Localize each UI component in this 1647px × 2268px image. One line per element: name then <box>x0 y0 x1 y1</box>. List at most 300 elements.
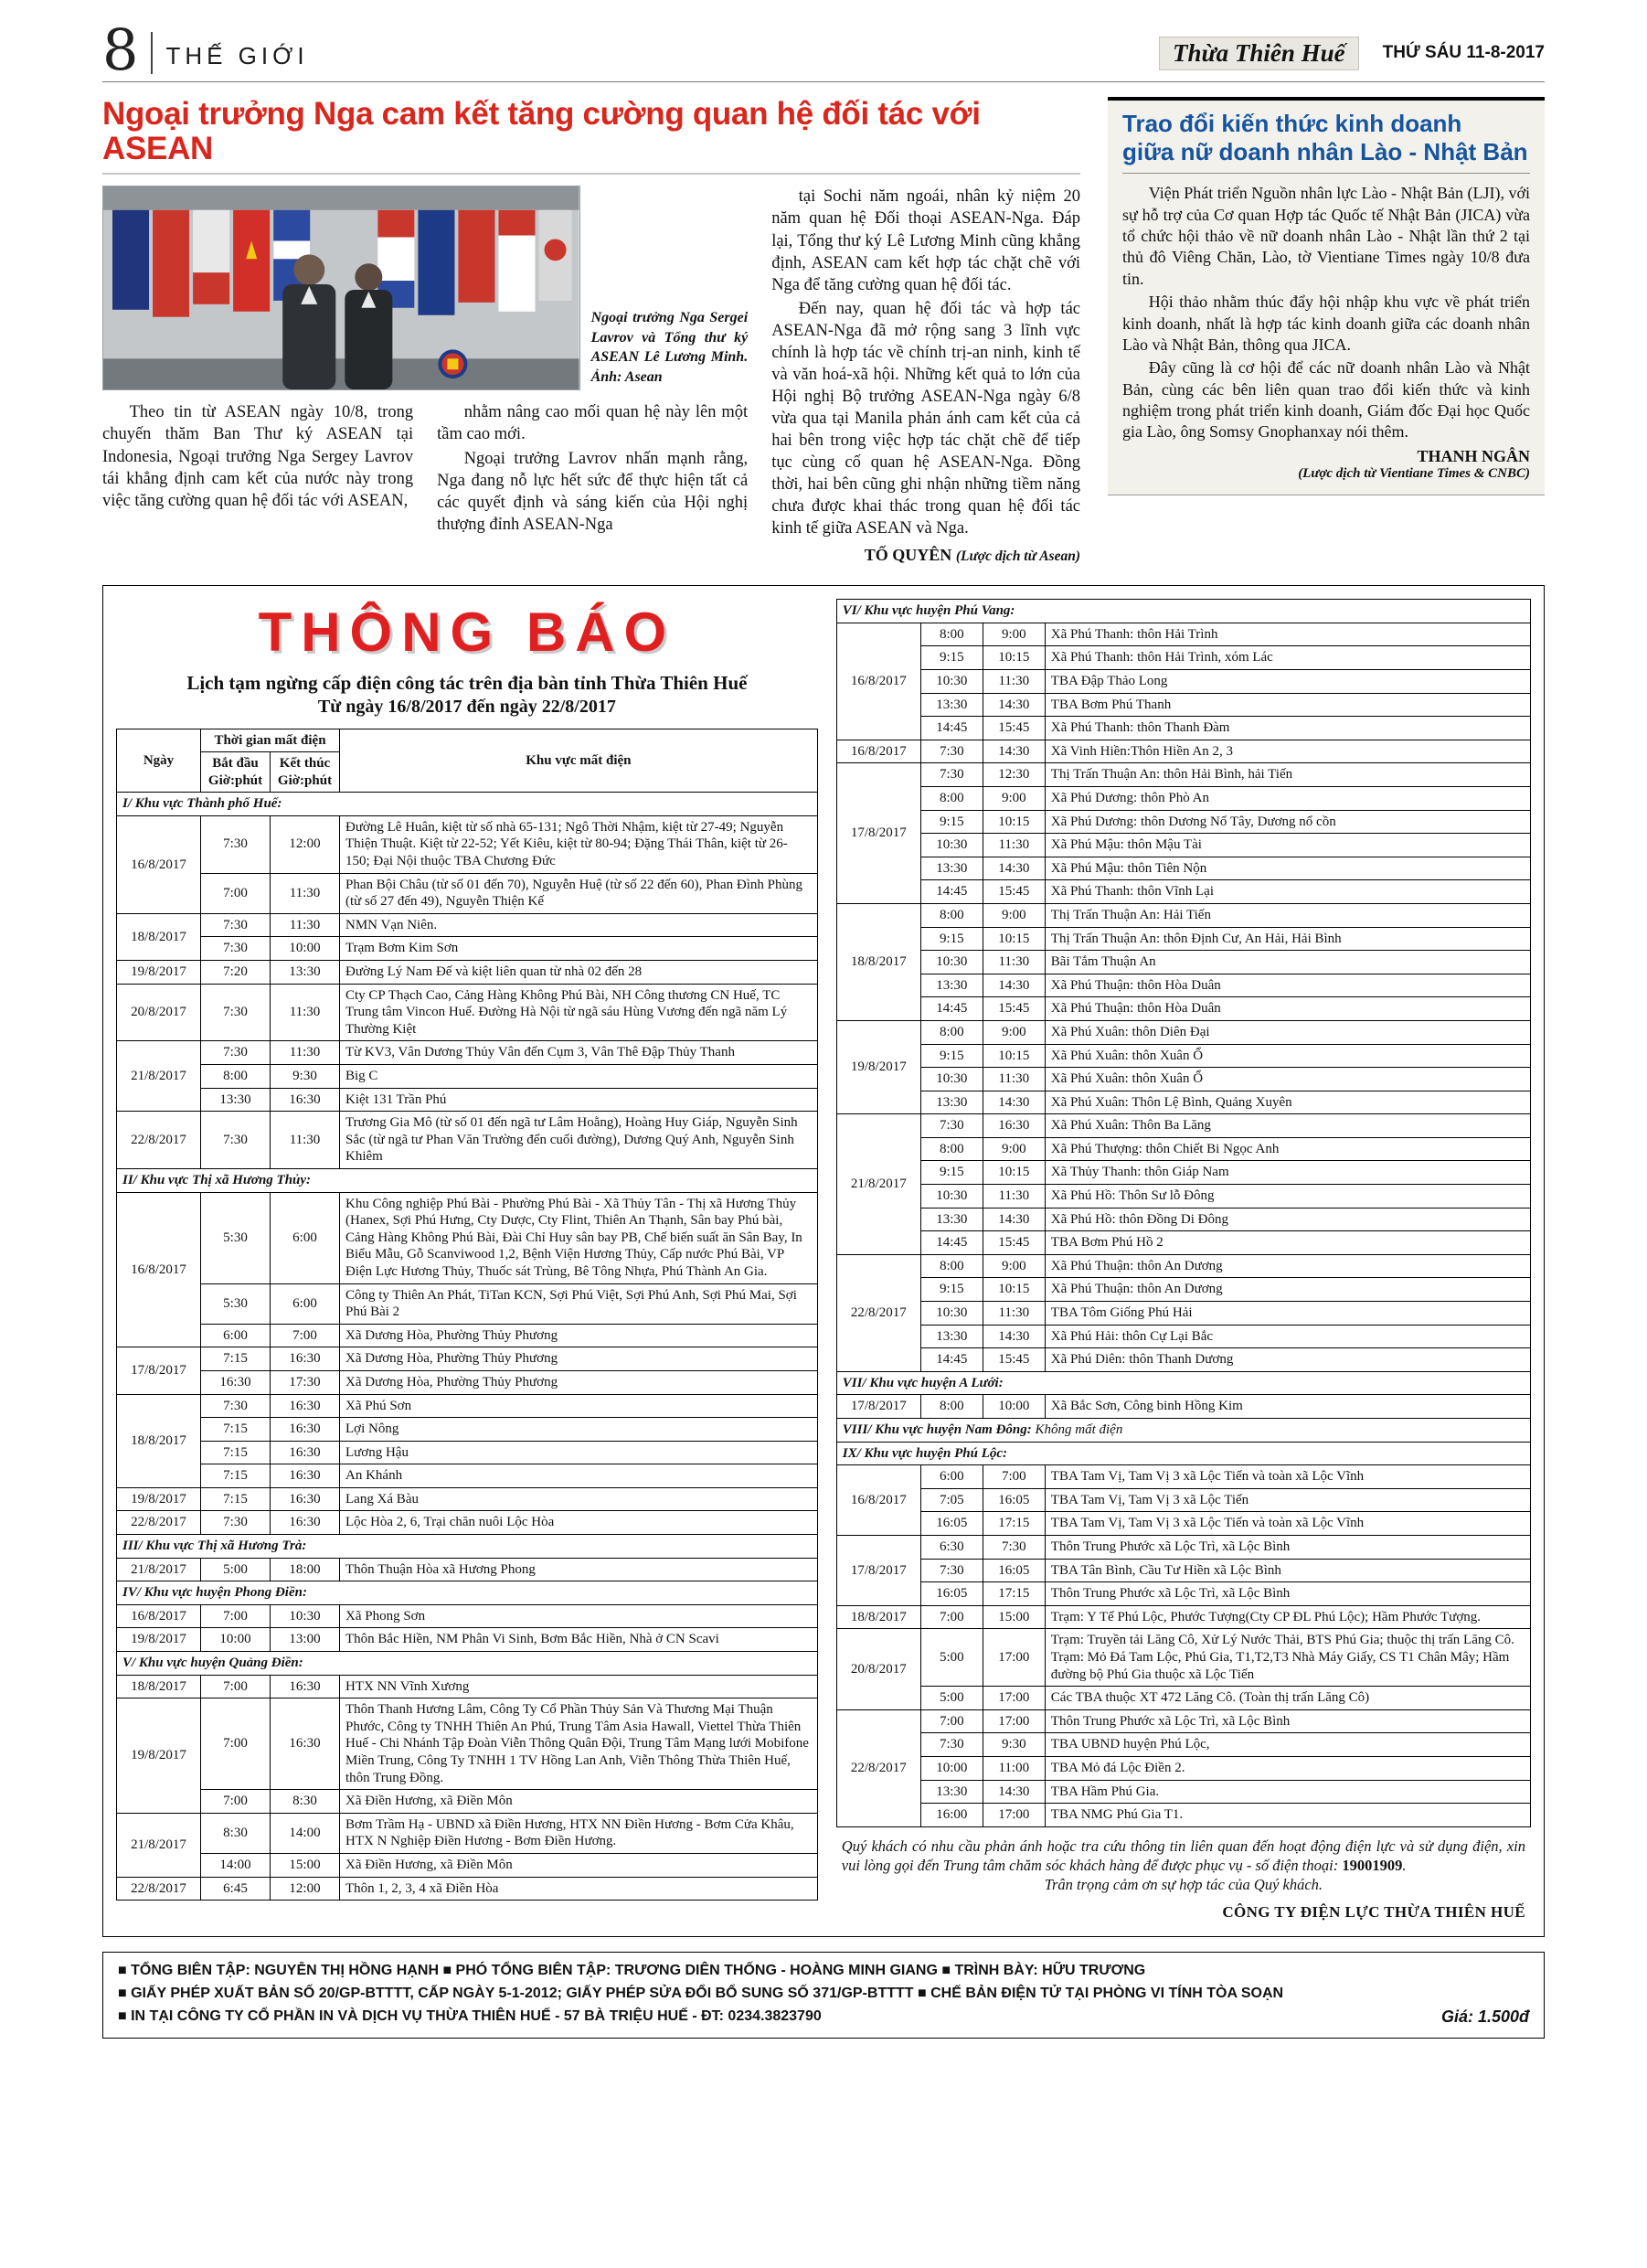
area-cell: Xã Dương Hòa, Phường Thủy Phương <box>340 1324 818 1347</box>
schedule-table-left <box>116 729 818 1901</box>
schedule-row <box>117 961 818 985</box>
area-cell: Thôn Bắc Hiền, NM Phân Vi Sinh, Bơm Bắc Hiền, Nhà ở CN Scavi <box>340 1628 818 1652</box>
footer-line-2: ■ GIẤY PHÉP XUẤT BẢN SỐ 20/GP-BTTTT, CẤP NGÀY 5-1-2012; GIẤY PHÉP SỬA ĐỔI BỔ SUNG SỐ 371/GP-BTTTT ■ CHẾ BẢN ĐIỆN TỬ TẠI PHÒNG VI TÍNH TÒA SOẠN <box>118 1986 1284 2002</box>
article-column-1 <box>102 401 413 537</box>
end-time-cell: 9:00 <box>983 1137 1045 1161</box>
footer-line-3: ■ IN TẠI CÔNG TY CỔ PHẦN IN VÀ DỊCH VỤ THỪA THIÊN HUẾ - 57 BÀ TRIỆU HUẾ - ĐT: 0234.3823790 <box>118 2007 822 2024</box>
schedule-row <box>836 1780 1530 1804</box>
schedule-row <box>836 740 1530 763</box>
start-time-cell: 9:15 <box>920 810 983 834</box>
start-time-cell: 6:45 <box>201 1877 271 1901</box>
end-time-cell: 15:00 <box>983 1605 1045 1629</box>
section-title-cell <box>836 1371 1530 1395</box>
end-time-cell: 16:30 <box>271 1418 340 1442</box>
end-time-cell: 11:30 <box>983 1068 1045 1091</box>
end-time-cell: 14:30 <box>983 693 1045 717</box>
date-cell: 17/8/2017 <box>836 1535 920 1605</box>
end-time-cell: 11:30 <box>271 984 340 1041</box>
notice-title: THÔNG BÁO <box>258 602 676 664</box>
area-cell: Xã Phú Diên: thôn Thanh Dương <box>1045 1348 1530 1372</box>
date-cell: 20/8/2017 <box>117 984 201 1041</box>
area-cell: Thôn Trung Phước xã Lộc Trì, xã Lộc Bình <box>1045 1709 1530 1733</box>
section-title: III/ Khu vực Thị xã Hương Trà: <box>122 1539 307 1554</box>
start-time-cell: 14:45 <box>920 880 983 904</box>
col-header-start <box>201 752 271 793</box>
area-cell: NMN Vạn Niên. <box>340 913 818 937</box>
area-cell: Thôn Trung Phước xã Lộc Trì, xã Lộc Bình <box>1045 1535 1530 1559</box>
area-cell: Xã Phú Mậu: thôn Tiên Nộn <box>1045 857 1530 880</box>
end-time-cell: 10:00 <box>983 1395 1045 1419</box>
end-time-cell: 11:30 <box>983 1302 1045 1326</box>
masthead: Thừa Thiên Huế <box>1159 37 1359 70</box>
end-time-cell: 16:05 <box>983 1559 1045 1582</box>
area-cell: TBA UBND huyện Phú Lộc, <box>1045 1733 1530 1757</box>
date-cell: 21/8/2017 <box>117 1558 201 1581</box>
end-time-cell: 9:00 <box>983 623 1045 646</box>
start-time-cell: 6:00 <box>920 1465 983 1489</box>
start-time-cell: 10:30 <box>920 834 983 857</box>
end-time-cell: 17:15 <box>983 1582 1045 1606</box>
schedule-row <box>836 810 1530 834</box>
area-cell: Xã Dương Hòa, Phường Thủy Phương <box>340 1370 818 1394</box>
schedule-table-header <box>117 729 818 793</box>
end-time-cell: 16:05 <box>983 1488 1045 1512</box>
schedule-row <box>836 1185 1530 1209</box>
start-time-cell: 9:15 <box>920 1044 983 1068</box>
schedule-row <box>836 1605 1530 1629</box>
area-cell: Lang Xá Bàu <box>340 1487 818 1511</box>
schedule-table-left-body <box>117 793 818 1901</box>
date-cell: 22/8/2017 <box>117 1511 201 1535</box>
schedule-row <box>836 646 1530 670</box>
main-article-left <box>102 186 748 567</box>
article-paragraph: Theo tin từ ASEAN ngày 10/8, trong chuyến thăm Ban Thư ký ASEAN tại Indonesia, Ngoại trưởng Nga Sergey Lavrov tái khẳng định cam kết của nước này trong việc tăng cường quan hệ đối tác với ASEAN, <box>102 403 414 510</box>
schedule-row <box>836 1687 1530 1710</box>
area-cell: Thị Trấn Thuận An: thôn Định Cư, An Hải, Hải Bình <box>1045 927 1530 951</box>
start-time-cell: 7:00 <box>920 1709 983 1733</box>
schedule-row <box>117 1675 818 1698</box>
schedule-row <box>117 1370 818 1394</box>
start-time-cell: 7:30 <box>201 1511 271 1535</box>
end-time-cell: 11:00 <box>983 1756 1045 1780</box>
area-cell: Xã Phú Mậu: thôn Mậu Tài <box>1045 834 1530 857</box>
start-time-cell: 8:00 <box>920 1395 983 1419</box>
footer-line-1: ■ TỔNG BIÊN TẬP: NGUYỄN THỊ HỒNG HẠNH ■ PHÓ TỔNG BIÊN TẬP: TRƯƠNG DIÊN THỐNG - HOÀNG MINH GIANG ■ TRÌNH BÀY: HỮU TRƯƠNG <box>118 1963 1146 1979</box>
end-time-cell: 10:15 <box>983 927 1045 951</box>
schedule-table-right <box>836 599 1531 1826</box>
area-cell: Thôn Thuận Hòa xã Hương Phong <box>340 1558 818 1581</box>
unit-label: Giờ:phút <box>277 772 333 788</box>
schedule-row <box>117 937 818 961</box>
area-cell: Xã Điền Hương, xã Điền Môn <box>340 1853 818 1877</box>
start-time-cell: 14:45 <box>920 1231 983 1255</box>
issue-date: THỨ SÁU 11-8-2017 <box>1382 43 1545 63</box>
photo-row <box>102 186 748 390</box>
start-time-cell: 8:30 <box>201 1813 271 1853</box>
date-cell: 22/8/2017 <box>836 1709 920 1826</box>
end-time-cell: 14:00 <box>271 1813 340 1853</box>
area-cell: TBA NMG Phú Gia T1. <box>1045 1804 1530 1827</box>
schedule-row <box>836 1709 1530 1733</box>
end-time-cell: 10:00 <box>271 937 340 961</box>
area-cell: Bơm Trầm Hạ - UBND xã Điền Hương, HTX NN Điền Hương - Bơm Cửa Khâu, HTX N Nghiệp Điền Hương - Bơm Điền Hương. <box>340 1813 818 1853</box>
area-cell: Kiệt 131 Trần Phú <box>340 1088 818 1112</box>
start-time-cell: 8:00 <box>920 903 983 927</box>
article-paragraph: nhằm nâng cao mối quan hệ này lên một tầm cao mới. <box>437 403 749 444</box>
start-time-cell: 9:15 <box>920 927 983 951</box>
area-cell: Xã Bắc Sơn, Công binh Hồng Kim <box>1045 1395 1530 1419</box>
date-cell: 18/8/2017 <box>836 1605 920 1629</box>
end-time-cell: 12:00 <box>271 1877 340 1901</box>
start-time-cell: 7:30 <box>920 763 983 787</box>
end-time-cell: 18:00 <box>271 1558 340 1581</box>
notice-right-column <box>836 599 1531 1922</box>
date-cell: 17/8/2017 <box>117 1347 201 1394</box>
end-time-cell: 11:30 <box>271 913 340 937</box>
start-time-cell: 16:00 <box>920 1804 983 1827</box>
schedule-row <box>117 1464 818 1488</box>
hotline-number: 19001909 <box>1342 1857 1403 1875</box>
date-cell: 17/8/2017 <box>836 1395 920 1419</box>
side-article-title <box>1122 110 1530 174</box>
schedule-row <box>836 1068 1530 1091</box>
note-text: . <box>1402 1857 1407 1875</box>
schedule-row <box>117 1698 818 1790</box>
area-cell: Xã Thủy Thanh: thôn Giáp Nam <box>1045 1161 1530 1185</box>
start-time-cell: 7:15 <box>201 1441 271 1464</box>
main-article-body <box>102 186 1080 567</box>
area-cell: TBA Tam Vị, Tam Vị 3 xã Lộc Tiến và toàn xã Lộc Vĩnh <box>1045 1512 1530 1536</box>
end-time-cell: 9:00 <box>983 903 1045 927</box>
section-title-cell <box>836 600 1530 623</box>
start-time-cell: 13:30 <box>920 1208 983 1231</box>
area-cell: Trạm: Y Tế Phú Lộc, Phước Tượng(Cty CP ĐL Phú Lộc); Hầm Phước Tượng. <box>1045 1605 1530 1629</box>
start-time-cell: 7:30 <box>920 1733 983 1757</box>
end-time-cell: 17:15 <box>983 1512 1045 1536</box>
schedule-section-row <box>117 1168 818 1192</box>
area-cell: TBA Tân Bình, Cầu Tư Hiền xã Lộc Bình <box>1045 1559 1530 1582</box>
area-cell: Xã Phong Sơn <box>340 1604 818 1628</box>
schedule-row <box>836 670 1530 694</box>
area-cell: TBA Đập Thảo Long <box>1045 670 1530 694</box>
schedule-row <box>836 974 1530 997</box>
start-time-cell: 5:00 <box>201 1558 271 1581</box>
schedule-row <box>117 1112 818 1169</box>
schedule-row <box>836 1044 1530 1068</box>
start-time-cell: 6:30 <box>920 1535 983 1559</box>
section-title: VIII/ Khu vực huyện Nam Đông: <box>842 1422 1032 1437</box>
schedule-row <box>836 1733 1530 1757</box>
area-cell: Xã Phú Dương: thôn Dương Nổ Tây, Dương nổ cồn <box>1045 810 1530 834</box>
start-time-cell: 7:30 <box>920 1559 983 1582</box>
schedule-row <box>836 880 1530 904</box>
area-cell: Bãi Tắm Thuận An <box>1045 951 1530 974</box>
area-cell: Xã Phú Hồ: thôn Đồng Di Đông <box>1045 1208 1530 1231</box>
end-time-cell: 9:30 <box>983 1733 1045 1757</box>
section-title-cell <box>117 1535 818 1559</box>
end-time-cell: 7:30 <box>983 1535 1045 1559</box>
end-time-cell: 9:00 <box>983 786 1045 810</box>
section-title: IV/ Khu vực huyện Phong Điền: <box>122 1585 307 1601</box>
start-time-cell: 10:30 <box>920 951 983 974</box>
start-time-cell: 7:30 <box>201 815 271 873</box>
col-header-date: Ngày <box>117 729 201 793</box>
schedule-row <box>117 1877 818 1901</box>
schedule-row <box>117 1324 818 1347</box>
page-header <box>102 16 1545 83</box>
section-note: Không mất điện <box>1031 1422 1123 1437</box>
start-time-cell: 7:30 <box>201 984 271 1041</box>
start-time-cell: 7:00 <box>201 1790 271 1814</box>
article-photo-illustration <box>102 186 580 390</box>
col-header-end <box>271 752 340 793</box>
start-time-cell: 13:30 <box>920 974 983 997</box>
area-cell: TBA Hầm Phú Gia. <box>1045 1780 1530 1804</box>
schedule-row <box>117 1418 818 1442</box>
area-cell: TBA Bơm Phú Thanh <box>1045 693 1530 717</box>
schedule-row <box>117 1511 818 1535</box>
schedule-row <box>117 913 818 937</box>
header-divider <box>151 32 153 74</box>
header-row <box>117 729 818 752</box>
schedule-row <box>836 1629 1530 1687</box>
side-article-author-note: (Lược dịch từ Vientiane Times & CNBC) <box>1298 465 1530 481</box>
thanks-line: Trân trọng cảm ơn sự hợp tác của Quý khách. <box>1044 1876 1323 1894</box>
end-time-cell: 16:30 <box>271 1487 340 1511</box>
section-title-cell <box>117 1168 818 1192</box>
end-time-cell: 12:00 <box>271 815 340 873</box>
area-cell: HTX NN Vĩnh Xương <box>340 1675 818 1698</box>
area-cell: Trạm Bơm Kim Sơn <box>340 937 818 961</box>
date-cell: 16/8/2017 <box>836 1465 920 1536</box>
end-time-cell: 16:30 <box>271 1088 340 1112</box>
page-footer <box>102 1952 1545 2038</box>
date-cell: 18/8/2017 <box>117 913 201 960</box>
end-time-cell: 10:15 <box>983 1161 1045 1185</box>
start-time-cell: 7:30 <box>920 1114 983 1138</box>
start-time-cell: 7:30 <box>201 937 271 961</box>
area-cell: Xã Phú Hồ: Thôn Sư lỗ Đông <box>1045 1185 1530 1209</box>
main-article <box>102 97 1080 567</box>
end-time-cell: 17:00 <box>983 1804 1045 1827</box>
notice-signature: CÔNG TY ĐIỆN LỰC THỪA THIÊN HUẾ <box>1222 1903 1525 1922</box>
side-title-line1: Trao đổi kiến thức kinh doanh <box>1122 109 1462 137</box>
area-cell: TBA Tam Vị, Tam Vị 3 xã Lộc Tiến <box>1045 1488 1530 1512</box>
area-cell: Khu Công nghiệp Phú Bài - Phường Phú Bài - Xã Thủy Tân - Thị xã Hương Thủy (Hanex, Sợi Phú Hưng, Cty Dược, Cty Flint, Thiên An Thạnh, Sân bay Phú bài, Cảng Hàng Không Phú Bài, Đài Chỉ Huy sân bay PB, Chế biến suất ăn Sân Bay, In Biểu Mẫu, Gỗ Scanviwood 1,2, Bệnh Viện Hương Thủy, Cấp nước Phú Bài, VP Điện Lực Hương Thủy, Thuốc sát Trùng, Bê Tông Nhựa, Phú Thành An Gia. <box>340 1192 818 1283</box>
area-cell: Thị Trấn Thuận An: Hải Tiến <box>1045 903 1530 927</box>
side-paragraph: Đây cũng là cơ hội để các nữ doanh nhân Lào và Nhật Bản, cùng các bên liên quan trao đổi kiến thức và kinh nghiệm trong phát triển kinh doanh, Giám đốc Đại học Quốc gia Lào, ông Somsy Gnophanxay nói thêm. <box>1122 358 1530 442</box>
schedule-row <box>836 1020 1530 1044</box>
area-cell: Xã Phú Thượng: thôn Chiết Bi Ngọc Anh <box>1045 1137 1530 1161</box>
start-time-cell: 7:30 <box>920 740 983 763</box>
schedule-row <box>836 1559 1530 1582</box>
end-time-cell: 8:30 <box>271 1790 340 1814</box>
schedule-row <box>117 1283 818 1324</box>
schedule-section-row <box>117 1581 818 1605</box>
schedule-section-row <box>836 1442 1530 1465</box>
start-time-cell: 7:00 <box>920 1605 983 1629</box>
start-time-cell: 6:00 <box>201 1324 271 1347</box>
schedule-row <box>117 815 818 873</box>
end-time-cell: 17:00 <box>983 1629 1045 1687</box>
end-time-cell: 11:30 <box>271 1041 340 1065</box>
schedule-row <box>117 1394 818 1418</box>
area-cell: Xã Phú Thanh: thôn Vĩnh Lại <box>1045 880 1530 904</box>
area-cell: Trạm: Truyền tải Lăng Cô, Xử Lý Nước Thải, BTS Phú Gia; thuộc thị trấn Lăng Cô. Trạm: Mỏ Đá Tam Lộc, Phú Gia, T1,T2,T3 Nhà Máy Giấy, CS T1 Chân Mây; Hầm đường bộ Phú Gia thuộc xã Lộc Tiến <box>1045 1629 1530 1687</box>
section-title-cell <box>836 1442 1530 1465</box>
end-time-cell: 11:30 <box>983 670 1045 694</box>
start-time-cell: 5:00 <box>920 1629 983 1687</box>
schedule-row <box>836 1231 1530 1255</box>
area-cell: Đường Lý Nam Đế và kiệt liên quan từ nhà 02 đến 28 <box>340 961 818 985</box>
area-cell: Xã Phú Thanh: thôn Thanh Đàm <box>1045 717 1530 740</box>
start-time-cell: 7:00 <box>201 873 271 913</box>
schedule-row <box>117 873 818 913</box>
end-time-cell: 15:45 <box>983 1231 1045 1255</box>
section-title: I/ Khu vực Thành phố Huế: <box>122 796 282 812</box>
start-time-cell: 7:05 <box>920 1488 983 1512</box>
area-cell: TBA Tam Vị, Tam Vị 3 xã Lộc Tiến và toàn xã Lộc Vĩnh <box>1045 1465 1530 1489</box>
area-cell: Lương Hậu <box>340 1441 818 1464</box>
end-time-cell: 15:45 <box>983 997 1045 1021</box>
end-time-cell: 10:15 <box>983 646 1045 670</box>
end-time-cell: 11:30 <box>983 951 1045 974</box>
side-article-author: THANH NGÂN <box>1417 446 1530 465</box>
start-time-cell: 14:45 <box>920 717 983 740</box>
schedule-row <box>836 717 1530 740</box>
schedule-row <box>836 1535 1530 1559</box>
schedule-row <box>117 984 818 1041</box>
end-time-cell: 16:30 <box>271 1675 340 1698</box>
col-header-time-group: Thời gian mất điện <box>201 729 340 752</box>
start-time-cell: 13:30 <box>920 857 983 880</box>
start-label: Bắt đầu <box>212 756 259 772</box>
notice-subtitle-1: Lịch tạm ngừng cấp điện công tác trên địa bàn tỉnh Thừa Thiên Huế <box>186 672 748 695</box>
date-cell: 22/8/2017 <box>836 1254 920 1371</box>
schedule-row <box>836 693 1530 717</box>
section-title: IX/ Khu vực huyện Phú Lộc: <box>842 1445 1008 1461</box>
schedule-row <box>836 1582 1530 1606</box>
schedule-row <box>836 1161 1530 1185</box>
schedule-row <box>836 997 1530 1021</box>
schedule-section-row <box>117 1652 818 1676</box>
start-time-cell: 8:00 <box>920 786 983 810</box>
section-title-cell <box>117 1581 818 1605</box>
unit-label: Giờ:phút <box>207 772 263 788</box>
area-cell: Xã Phú Thuận: thôn An Dương <box>1045 1254 1530 1278</box>
area-cell: Xã Phú Xuân: Thôn Ba Lăng <box>1045 1114 1530 1138</box>
area-cell: TBA Mỏ đá Lộc Điền 2. <box>1045 1756 1530 1780</box>
photo-caption: Ngoại trưởng Nga Sergei Lavrov và Tổng thư ký ASEAN Lê Lương Minh. Ảnh: Asean <box>590 310 749 385</box>
schedule-section-row <box>117 793 818 816</box>
end-time-cell: 17:30 <box>271 1370 340 1394</box>
schedule-row <box>836 1114 1530 1138</box>
top-zone <box>102 97 1545 567</box>
start-time-cell: 7:30 <box>201 1041 271 1065</box>
schedule-row <box>836 1325 1530 1348</box>
end-time-cell: 16:30 <box>271 1511 340 1535</box>
schedule-row <box>117 1853 818 1877</box>
schedule-row <box>836 1512 1530 1536</box>
area-cell: Trương Gia Mô (từ số 01 đến ngã tư Lâm Hoằng), Hoàng Huy Giáp, Nguyễn Sinh Sắc (từ ngã tư Phan Văn Trường đến cuối đường), Dương Quý Anh, Nguyễn Sinh Khiêm <box>340 1112 818 1169</box>
article-paragraph: Đến nay, quan hệ đối tác và hợp tác ASEAN-Nga đã mở rộng sang 3 lĩnh vực chính là hợp tác về chính trị-an ninh, kinh tế và văn hoá-xã hội. Những kết quả to lớn của Hội nghị Bộ trưởng ASEAN-Nga ngày 6/8 vừa qua tại Manila phản ánh cam kết của cả hai bên trong việc hợp tác chặt chẽ để tiếp tục cùng cố quan hệ ASEAN-Nga. Đồng thời, hai bên cũng ghi nhận những tiềm năng chưa được khai thác trong quan hệ đối tác kinh tế giữa ASEAN và Nga. <box>771 299 1080 538</box>
area-cell: Xã Vinh Hiền:Thôn Hiền An 2, 3 <box>1045 740 1530 763</box>
schedule-table-right-body <box>836 600 1530 1826</box>
side-article <box>1108 97 1545 495</box>
schedule-row <box>117 1441 818 1464</box>
date-cell: 16/8/2017 <box>836 740 920 763</box>
schedule-row <box>836 834 1530 857</box>
date-cell: 21/8/2017 <box>117 1813 201 1877</box>
date-cell: 16/8/2017 <box>117 1604 201 1628</box>
schedule-row <box>836 763 1530 787</box>
schedule-row <box>836 1465 1530 1489</box>
start-time-cell: 13:30 <box>920 1780 983 1804</box>
page-number: 8 <box>102 16 139 83</box>
byline-note: (Lược dịch từ Asean) <box>955 548 1080 565</box>
start-time-cell: 7:00 <box>201 1675 271 1698</box>
start-time-cell: 7:00 <box>201 1698 271 1790</box>
end-time-cell: 14:30 <box>983 740 1045 763</box>
area-cell: Cty CP Thạch Cao, Cảng Hàng Không Phú Bài, NH Công thương CN Huế, TC Trung tâm Vincon Huế. Đường Hà Nội từ ngã sáu Hùng Vương đến ngã năm Lý Thường Kiệt <box>340 984 818 1041</box>
article-paragraph: tại Sochi năm ngoái, nhân kỷ niệm 20 năm quan hệ Đối thoại ASEAN-Nga. Đáp lại, Tổng thư ký Lê Lương Minh cũng khẳng định, ASEAN cam kết hợp tác chặt chẽ với Nga để tăng cường quan hệ đối tác. <box>771 187 1080 294</box>
start-time-cell: 10:00 <box>920 1756 983 1780</box>
schedule-row <box>836 1756 1530 1780</box>
area-cell: Xã Dương Hòa, Phường Thủy Phương <box>340 1347 818 1371</box>
start-time-cell: 7:30 <box>201 1112 271 1169</box>
date-cell: 20/8/2017 <box>836 1629 920 1709</box>
section-title: VII/ Khu vực huyện A Lưới: <box>842 1375 1004 1390</box>
customer-service-note <box>836 1837 1531 1877</box>
area-cell: Các TBA thuộc XT 472 Lăng Cô. (Toàn thị trấn Lăng Cô) <box>1045 1687 1530 1710</box>
end-time-cell: 10:15 <box>983 1044 1045 1068</box>
area-cell: Thôn 1, 2, 3, 4 xã Điền Hòa <box>340 1877 818 1901</box>
schedule-row <box>117 1487 818 1511</box>
area-cell: Xã Phú Xuân: thôn Xuân Ổ <box>1045 1068 1530 1091</box>
area-cell: Xã Phú Hải: thôn Cự Lại Bắc <box>1045 1325 1530 1348</box>
schedule-section-row <box>117 1535 818 1559</box>
end-time-cell: 9:00 <box>983 1020 1045 1044</box>
article-column-2 <box>437 401 748 537</box>
article-column-3 <box>771 186 1080 567</box>
area-cell: Xã Phú Thuận: thôn An Dương <box>1045 1278 1530 1302</box>
start-time-cell: 10:30 <box>920 1068 983 1091</box>
start-time-cell: 16:30 <box>201 1370 271 1394</box>
end-time-cell: 6:00 <box>271 1283 340 1324</box>
start-time-cell: 14:45 <box>920 997 983 1021</box>
area-cell: Xã Phú Thuận: thôn Hòa Duân <box>1045 997 1530 1021</box>
end-time-cell: 16:30 <box>271 1698 340 1790</box>
start-time-cell: 13:30 <box>920 1325 983 1348</box>
schedule-row <box>836 903 1530 927</box>
area-cell: An Khánh <box>340 1464 818 1488</box>
date-cell: 19/8/2017 <box>117 1628 201 1652</box>
date-cell: 17/8/2017 <box>836 763 920 904</box>
power-outage-notice <box>102 585 1545 1937</box>
area-cell: Thôn Trung Phước xã Lộc Trì, xã Lộc Bình <box>1045 1582 1530 1606</box>
schedule-row <box>117 1813 818 1853</box>
date-cell: 19/8/2017 <box>117 1698 201 1814</box>
area-cell: TBA Tôm Giống Phú Hải <box>1045 1302 1530 1326</box>
schedule-row <box>836 1804 1530 1827</box>
end-time-cell: 12:30 <box>983 763 1045 787</box>
notice-left-column <box>116 599 818 1922</box>
start-time-cell: 13:30 <box>201 1088 271 1112</box>
date-cell: 22/8/2017 <box>117 1112 201 1169</box>
area-cell: Lợi Nông <box>340 1418 818 1442</box>
date-cell: 21/8/2017 <box>117 1041 201 1112</box>
schedule-row <box>836 857 1530 880</box>
